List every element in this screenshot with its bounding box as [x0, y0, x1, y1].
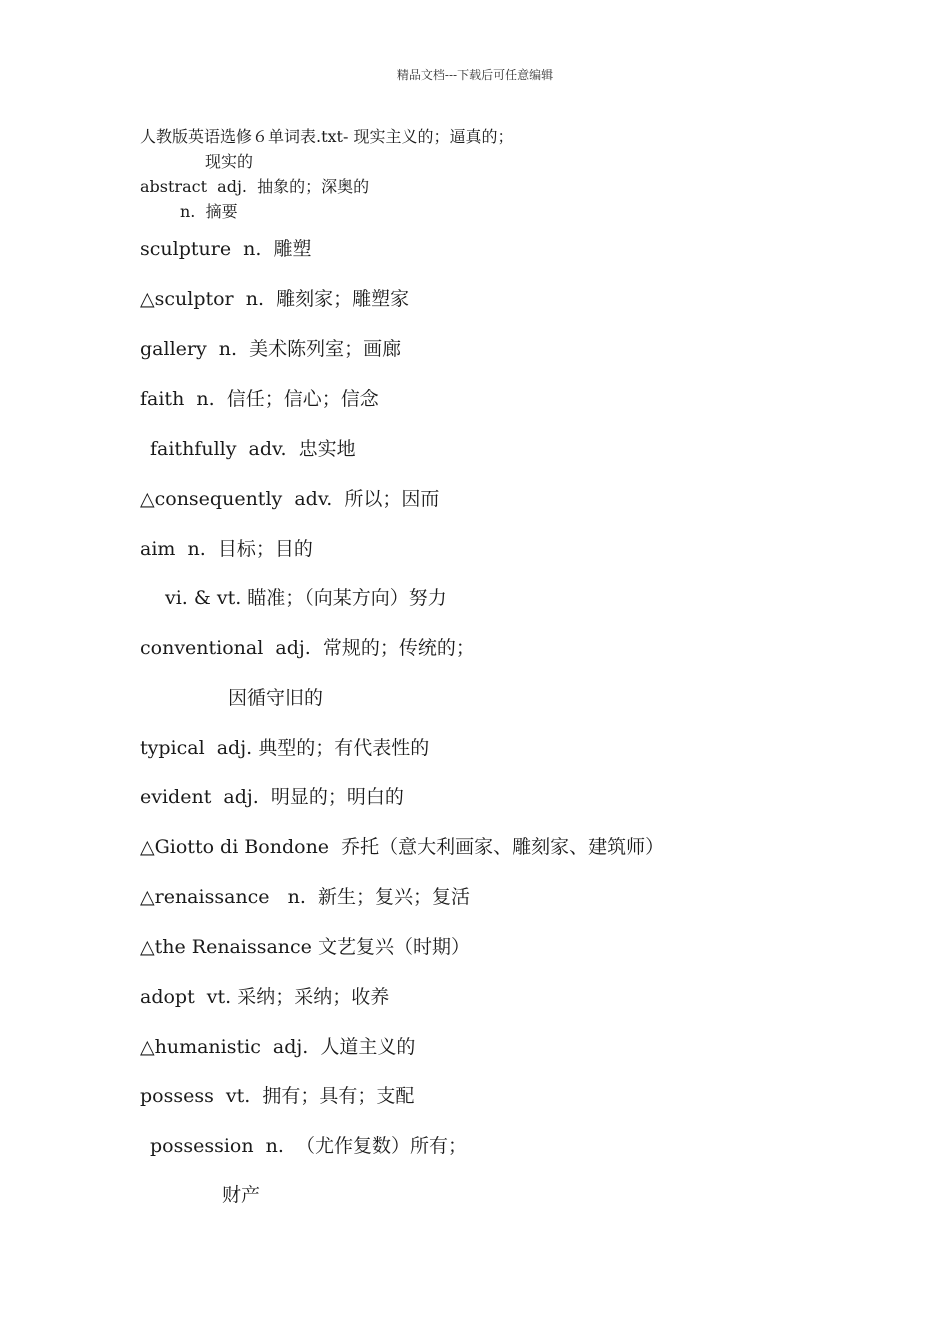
word-entry: △sculptor n. 雕刻家；雕塑家: [140, 288, 410, 310]
word-entry: gallery n. 美术陈列室；画廊: [140, 338, 402, 360]
document-title-line: 人教版英语选修６单词表.txt- 现实主义的；逼真的；: [140, 127, 514, 146]
word-entry: △consequently adv. 所以；因而: [140, 488, 440, 510]
word-entry: typical adj. 典型的；有代表性的: [140, 737, 430, 759]
word-entry: sculpture n. 雕塑: [140, 238, 312, 260]
word-entry: △humanistic adj. 人道主义的: [140, 1036, 416, 1058]
word-entry: possession n. （尤作复数）所有；: [150, 1135, 468, 1157]
page-header: 精品文档---下载后可任意编辑: [396, 68, 554, 82]
definition-continuation: vi. & vt. 瞄准；（向某方向）努力: [165, 587, 447, 609]
word-entry: adopt vt. 采纳；采纳；收养: [140, 986, 390, 1008]
word-entry: possess vt. 拥有；具有；支配: [140, 1085, 415, 1107]
word-entry: aim n. 目标；目的: [140, 538, 313, 560]
word-entry: abstract adj. 抽象的；深奥的: [140, 177, 370, 196]
definition-continuation: n. 摘要: [180, 202, 238, 221]
word-entry: evident adj. 明显的；明白的: [140, 786, 404, 808]
word-entry: △the Renaissance 文艺复兴（时期）: [140, 936, 470, 958]
word-entry: conventional adj. 常规的；传统的；: [140, 637, 475, 659]
word-entry: △renaissance n. 新生；复兴；复活: [140, 886, 471, 908]
word-entry: faith n. 信任；信心；信念: [140, 388, 379, 410]
word-entry: faithfully adv. 忠实地: [150, 438, 356, 460]
definition-continuation: 因循守旧的: [228, 687, 324, 709]
definition-continuation: 财产: [222, 1184, 261, 1206]
definition-continuation: 现实的: [205, 152, 254, 171]
word-entry: △Giotto di Bondone 乔托（意大利画家、雕刻家、建筑师）: [140, 836, 665, 858]
